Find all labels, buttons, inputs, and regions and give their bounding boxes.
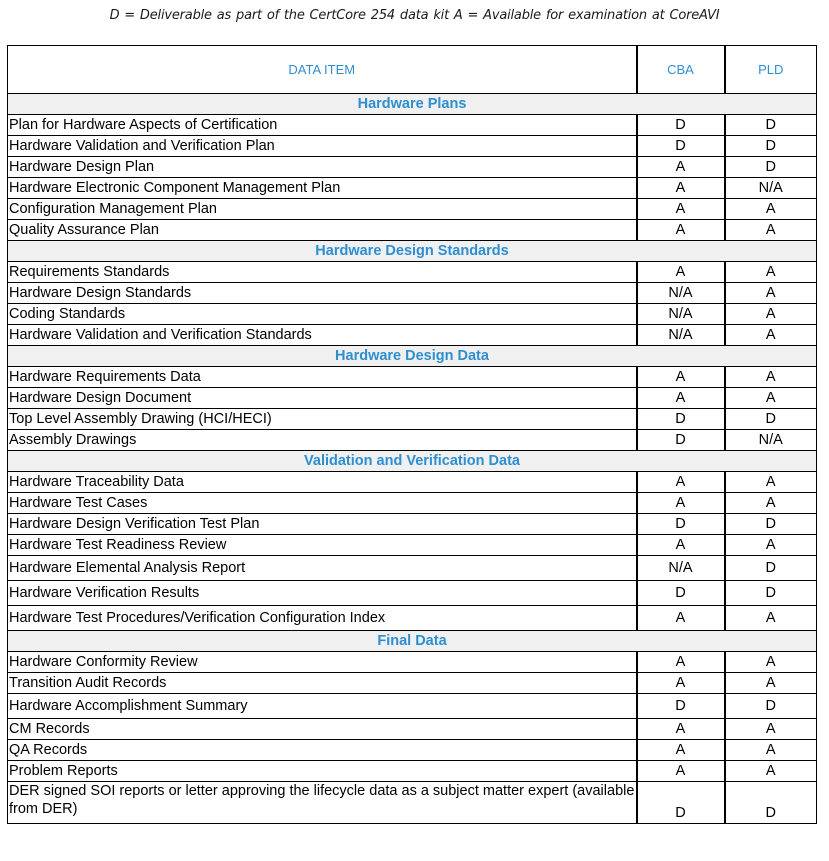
- table-row: [8, 157, 817, 178]
- legend-caption: D = Deliverable as part of the CertCore 254 data kit A = Available for examination at CoreAVI: [109, 8, 720, 23]
- section-header-row: [8, 241, 817, 262]
- table-row: [8, 556, 817, 581]
- table-row: [8, 514, 817, 535]
- data-item-cell: Hardware Design Standards: [8, 283, 637, 304]
- data-item-cell: Assembly Drawings: [8, 430, 637, 451]
- data-item-cell: Hardware Test Cases: [8, 493, 637, 514]
- section-title: Validation and Verification Data: [8, 451, 817, 472]
- pld-cell: D: [725, 115, 817, 136]
- pld-cell: N/A: [725, 430, 817, 451]
- table-row: [8, 493, 817, 514]
- pld-cell: D: [725, 157, 817, 178]
- section-header-row: [8, 94, 817, 115]
- cba-cell: A: [637, 220, 725, 241]
- table-row: [8, 325, 817, 346]
- pld-cell: A: [725, 606, 817, 631]
- cba-cell: N/A: [637, 325, 725, 346]
- data-item-cell: Hardware Accomplishment Summary: [8, 694, 637, 719]
- table-row: [8, 719, 817, 740]
- cba-cell: N/A: [637, 304, 725, 325]
- data-item-cell: Coding Standards: [8, 304, 637, 325]
- pld-cell: N/A: [725, 178, 817, 199]
- section-header-row: [8, 631, 817, 652]
- table-row: [8, 535, 817, 556]
- table-row: [8, 304, 817, 325]
- cba-cell: D: [637, 581, 725, 606]
- cba-cell: D: [637, 115, 725, 136]
- table-row: [8, 606, 817, 631]
- table-row: [8, 367, 817, 388]
- data-item-cell: Hardware Test Procedures/Verification Configuration Index: [8, 606, 637, 631]
- cba-cell: A: [637, 761, 725, 782]
- cba-cell: A: [637, 535, 725, 556]
- data-item-cell: Top Level Assembly Drawing (HCI/HECI): [8, 409, 637, 430]
- data-item-cell: Hardware Traceability Data: [8, 472, 637, 493]
- table-row: [8, 761, 817, 782]
- cba-cell: A: [637, 388, 725, 409]
- pld-cell: A: [725, 673, 817, 694]
- table-row: [8, 220, 817, 241]
- data-item-cell: Hardware Requirements Data: [8, 367, 637, 388]
- header-data-item: DATA ITEM: [8, 46, 637, 94]
- table-row: [8, 472, 817, 493]
- cba-cell: A: [637, 157, 725, 178]
- table-row: [8, 199, 817, 220]
- cba-cell: D: [637, 409, 725, 430]
- pld-cell: A: [725, 493, 817, 514]
- pld-cell: A: [725, 740, 817, 761]
- section-title: Hardware Plans: [8, 94, 817, 115]
- cba-cell: A: [637, 740, 725, 761]
- header-row: [8, 46, 817, 94]
- pld-cell: A: [725, 388, 817, 409]
- data-item-cell: Hardware Validation and Verification Standards: [8, 325, 637, 346]
- table-row: [8, 262, 817, 283]
- pld-cell: D: [725, 694, 817, 719]
- pld-cell: A: [725, 367, 817, 388]
- data-item-cell: Hardware Conformity Review: [8, 652, 637, 673]
- header-pld: PLD: [725, 46, 817, 94]
- table-row: [8, 115, 817, 136]
- data-item-cell: Plan for Hardware Aspects of Certification: [8, 115, 637, 136]
- pld-cell: A: [725, 325, 817, 346]
- cba-cell: A: [637, 199, 725, 220]
- cba-cell: D: [637, 430, 725, 451]
- table-row: [8, 409, 817, 430]
- cba-cell: D: [637, 136, 725, 157]
- data-item-cell: Hardware Design Document: [8, 388, 637, 409]
- pld-cell: A: [725, 220, 817, 241]
- pld-cell: A: [725, 652, 817, 673]
- table-row: [8, 694, 817, 719]
- pld-cell: A: [725, 262, 817, 283]
- data-item-cell: Hardware Electronic Component Management Plan: [8, 178, 637, 199]
- data-item-cell: Transition Audit Records: [8, 673, 637, 694]
- data-item-cell: Configuration Management Plan: [8, 199, 637, 220]
- pld-cell: D: [725, 514, 817, 535]
- pld-cell: D: [725, 556, 817, 581]
- table-row: [8, 673, 817, 694]
- data-item-cell: Hardware Elemental Analysis Report: [8, 556, 637, 581]
- data-items-table: [7, 45, 817, 824]
- cba-cell: A: [637, 262, 725, 283]
- section-header-row: [8, 346, 817, 367]
- cba-cell: A: [637, 652, 725, 673]
- pld-cell: A: [725, 761, 817, 782]
- cba-cell: A: [637, 178, 725, 199]
- cba-cell: A: [637, 673, 725, 694]
- table-row: [8, 652, 817, 673]
- cba-cell: A: [637, 719, 725, 740]
- pld-cell: D: [725, 782, 817, 824]
- pld-cell: D: [725, 409, 817, 430]
- pld-cell: A: [725, 283, 817, 304]
- data-item-cell: Hardware Design Verification Test Plan: [8, 514, 637, 535]
- cba-cell: A: [637, 493, 725, 514]
- cba-cell: A: [637, 367, 725, 388]
- cba-cell: D: [637, 782, 725, 824]
- pld-cell: A: [725, 535, 817, 556]
- cba-cell: A: [637, 472, 725, 493]
- table-row: [8, 283, 817, 304]
- table-row: [8, 740, 817, 761]
- data-item-cell: DER signed SOI reports or letter approving the lifecycle data as a subject matter expert (available from DER): [8, 782, 637, 824]
- data-item-cell: Hardware Verification Results: [8, 581, 637, 606]
- table-row: [8, 136, 817, 157]
- data-item-cell: Hardware Validation and Verification Plan: [8, 136, 637, 157]
- table-row: [8, 178, 817, 199]
- data-item-cell: Requirements Standards: [8, 262, 637, 283]
- cba-cell: N/A: [637, 556, 725, 581]
- section-title: Final Data: [8, 631, 817, 652]
- table-row: [8, 782, 817, 824]
- pld-cell: A: [725, 719, 817, 740]
- section-header-row: [8, 451, 817, 472]
- table-row: [8, 581, 817, 606]
- cba-cell: A: [637, 606, 725, 631]
- pld-cell: A: [725, 304, 817, 325]
- section-title: Hardware Design Standards: [8, 241, 817, 262]
- table-row: [8, 430, 817, 451]
- pld-cell: D: [725, 136, 817, 157]
- header-cba: CBA: [637, 46, 725, 94]
- pld-cell: A: [725, 472, 817, 493]
- section-title: Hardware Design Data: [8, 346, 817, 367]
- cba-cell: N/A: [637, 283, 725, 304]
- data-item-cell: Hardware Design Plan: [8, 157, 637, 178]
- pld-cell: A: [725, 199, 817, 220]
- data-item-cell: Problem Reports: [8, 761, 637, 782]
- data-item-cell: CM Records: [8, 719, 637, 740]
- pld-cell: D: [725, 581, 817, 606]
- data-item-cell: QA Records: [8, 740, 637, 761]
- cba-cell: D: [637, 514, 725, 535]
- data-item-cell: Quality Assurance Plan: [8, 220, 637, 241]
- table-row: [8, 388, 817, 409]
- data-item-cell: Hardware Test Readiness Review: [8, 535, 637, 556]
- cba-cell: D: [637, 694, 725, 719]
